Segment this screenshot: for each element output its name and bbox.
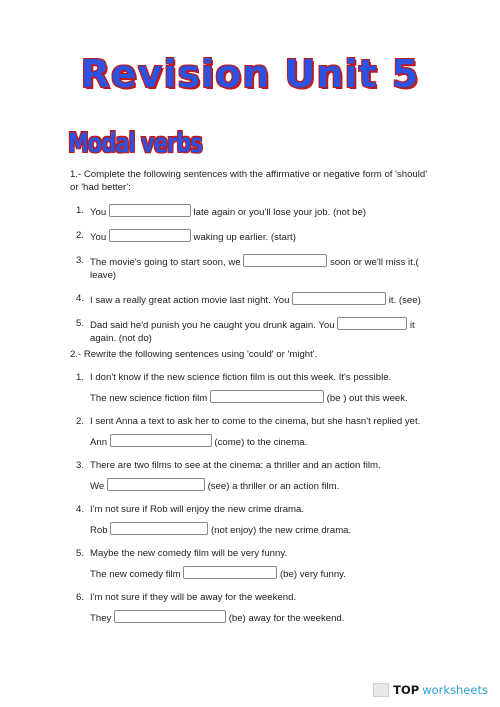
rewrite-line <box>90 522 430 537</box>
exercise-item <box>70 204 430 219</box>
section-1-heading: 1.- Complete the following sentences with the affirmative or negative form of 'should' or 'had better': <box>70 169 428 193</box>
exercise-item <box>70 317 430 345</box>
item-number: 5. <box>75 548 84 559</box>
answer-input[interactable] <box>210 390 324 403</box>
item-text-after: it. (see) <box>388 295 421 306</box>
footer-brand-worksheets: worksheets <box>422 683 488 697</box>
exercise-item <box>70 292 430 307</box>
footer-brand-top: TOP <box>393 683 420 697</box>
item-text-after: (be ) out this week. <box>326 393 408 404</box>
item-text-before: You <box>90 232 107 243</box>
exercise-item <box>70 229 430 244</box>
item-text-before: The movie's going to start soon, we <box>90 257 241 268</box>
rewrite-line <box>90 566 430 581</box>
exercise-item <box>70 591 430 625</box>
rewrite-line <box>90 610 430 625</box>
item-text-before: Rob <box>90 525 108 536</box>
answer-input[interactable] <box>110 434 212 447</box>
footer-brand <box>373 683 488 697</box>
rewrite-line <box>90 478 430 493</box>
item-text-before: Ann <box>90 437 108 448</box>
item-number: 4. <box>75 293 84 304</box>
item-text-before: Dad said he'd punish you he caught you drunk again. You <box>90 320 335 331</box>
item-number: 5. <box>75 318 84 329</box>
answer-input[interactable] <box>337 317 407 330</box>
item-number: 1. <box>75 205 84 216</box>
exercise-item <box>70 503 430 537</box>
item-text-after: waking up earlier. (start) <box>193 232 296 243</box>
rewrite-line <box>90 390 430 405</box>
answer-input[interactable] <box>183 566 277 579</box>
answer-input[interactable] <box>110 522 208 535</box>
section-2 <box>70 348 430 635</box>
section-2-heading: 2.- Rewrite the following sentences using 'could' or 'might'. <box>70 349 318 360</box>
item-prompt: I don't know if the new science fiction film is out this week. It's possible. <box>90 372 392 383</box>
item-prompt: Maybe the new comedy film will be very funny. <box>90 548 288 559</box>
answer-input[interactable] <box>107 478 205 491</box>
exercise-item <box>70 459 430 493</box>
answer-input[interactable] <box>292 292 386 305</box>
rewrite-line <box>90 434 430 449</box>
exercise-item <box>70 371 430 405</box>
item-prompt: I sent Anna a text to ask her to come to the cinema, but she hasn't replied yet. <box>90 416 421 427</box>
exercise-item <box>70 547 430 581</box>
item-prompt: I'm not sure if they will be away for the weekend. <box>90 592 297 603</box>
item-text-after: (be) very funny. <box>279 569 346 580</box>
item-number: 4. <box>75 504 84 515</box>
item-text-after: (be) away for the weekend. <box>228 613 345 624</box>
item-text-after: (not enjoy) the new crime drama. <box>210 525 352 536</box>
item-text-after: (see) a thriller or an action film. <box>207 481 340 492</box>
item-text-after: late again or you'll lose your job. (not be) <box>193 207 367 218</box>
item-number: 2. <box>75 416 84 427</box>
item-number: 3. <box>75 255 84 266</box>
item-text-before: You <box>90 207 107 218</box>
item-number: 2. <box>75 230 84 241</box>
exercise-item <box>70 415 430 449</box>
item-prompt: I'm not sure if Rob will enjoy the new crime drama. <box>90 504 305 515</box>
item-text-before: They <box>90 613 112 624</box>
answer-input[interactable] <box>109 204 191 217</box>
item-number: 3. <box>75 460 84 471</box>
item-text-after: (come) to the cinema. <box>214 437 308 448</box>
item-text-after: soon or we'll miss it.( leave) <box>90 257 419 281</box>
item-text-before: The new comedy film <box>90 569 181 580</box>
answer-input[interactable] <box>114 610 226 623</box>
worksheet-subtitle: Modal verbs <box>68 128 202 158</box>
section-1 <box>70 168 430 355</box>
item-text-before: I saw a really great action movie last night. You <box>90 295 290 306</box>
item-text-after: it again. (not do) <box>90 320 415 344</box>
worksheet-logo-icon <box>373 683 389 697</box>
item-text-before: We <box>90 481 105 492</box>
item-number: 6. <box>75 592 84 603</box>
item-prompt: There are two films to see at the cinema: a thriller and an action film. <box>90 460 381 471</box>
answer-input[interactable] <box>243 254 327 267</box>
answer-input[interactable] <box>109 229 191 242</box>
exercise-item <box>70 254 430 282</box>
item-text-before: The new science fiction film <box>90 393 208 404</box>
worksheet-title: Revision Unit 5 <box>80 52 420 96</box>
item-number: 1. <box>75 372 84 383</box>
